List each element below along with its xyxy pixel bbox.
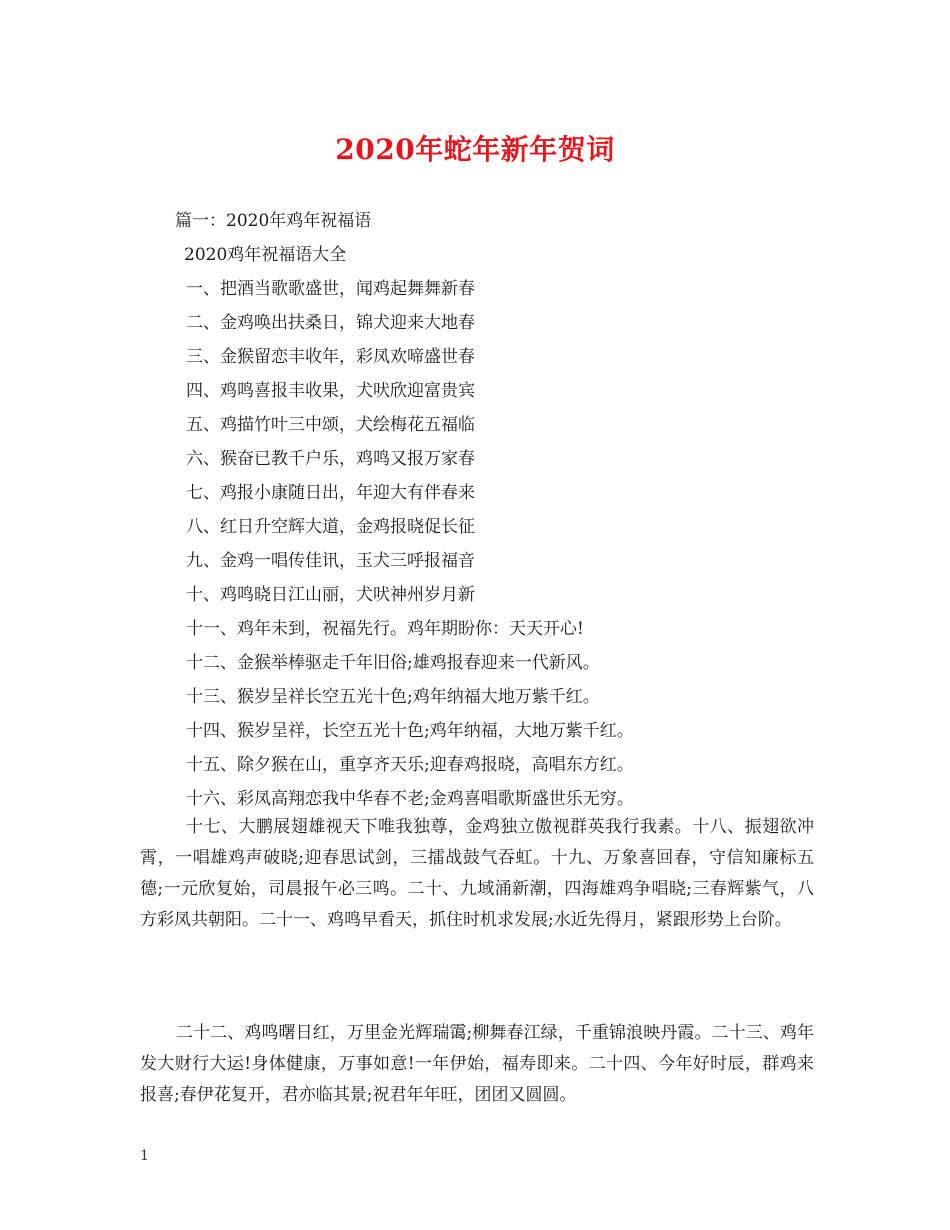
blessing-item: 六、猴奋已教千户乐，鸡鸣又报万家春 (186, 449, 475, 469)
blessing-item: 十一、鸡年未到，祝福先行。鸡年期盼你：天天开心! (186, 619, 584, 639)
blessing-item: 八、红日升空辉大道，金鸡报晓促长征 (186, 517, 475, 537)
blessing-item: 二、金鸡唤出扶桑日，锦犬迎来大地春 (186, 313, 475, 333)
blessing-item: 十四、猴岁呈祥，长空五光十色;鸡年纳福，大地万紫千红。 (186, 721, 634, 741)
section-heading: 篇一：2020年鸡年祝福语 (175, 211, 372, 231)
blessing-item: 一、把酒当歌歌盛世，闻鸡起舞舞新春 (186, 279, 475, 299)
page-number: 1 (140, 1148, 149, 1164)
blessing-item: 十三、猴岁呈祥长空五光十色;鸡年纳福大地万紫千红。 (186, 687, 600, 707)
blessing-item: 十六、彩凤高翔恋我中华春不老;金鸡喜唱歌斯盛世乐无穷。 (186, 789, 634, 809)
blessing-item: 十二、金猴举棒驱走千年旧俗;雄鸡报春迎来一代新风。 (186, 653, 600, 673)
subheading: 2020鸡年祝福语大全 (184, 245, 347, 265)
document-lines (140, 208, 820, 820)
body-paragraph: 二十二、鸡鸣曙日红，万里金光辉瑞霭;柳舞春江绿，千重锦浪映丹霞。二十三、鸡年发大财行大运!身体健康，万事如意!一年伊始，福寿即来。二十四、今年好时辰，群鸡来报喜;春伊花复开，君亦临其景;祝君年年旺，团团又圆圆。 (140, 1023, 814, 1105)
blessing-item: 十五、除夕猴在山，重享齐天乐;迎春鸡报晓，高唱东方红。 (186, 755, 634, 775)
blessing-item: 七、鸡报小康随日出，年迎大有伴春来 (186, 483, 475, 503)
blessing-item: 九、金鸡一唱传佳讯，玉犬三呼报福音 (186, 551, 475, 571)
blessing-item: 四、鸡鸣喜报丰收果，犬吠欣迎富贵宾 (186, 381, 475, 401)
blessing-item: 五、鸡描竹叶三中颂，犬绘梅花五福临 (186, 415, 475, 435)
blessing-item: 十、鸡鸣晓日江山丽，犬吠神州岁月新 (186, 585, 475, 605)
blessing-item: 三、金猴留恋丰收年，彩凤欢啼盛世春 (186, 347, 475, 367)
document-title: 2020年蛇年新年贺词 (335, 133, 615, 166)
body-paragraph: 十七、大鹏展翅雄视天下唯我独尊，金鸡独立傲视群英我行我素。十八、振翅欲冲霄，一唱雄鸡声破晓;迎春思试剑，三擂战鼓气吞虹。十九、万象喜回春，守信知廉标五德;一元欣复始，司晨报午必三鸣。二十、九域涌新潮，四海雄鸡争唱晓;三春辉紫气，八方彩凤共朝阳。二十一、鸡鸣早看天，抓住时机求发展;水近先得月，紧跟形势上台阶。 (140, 817, 814, 930)
